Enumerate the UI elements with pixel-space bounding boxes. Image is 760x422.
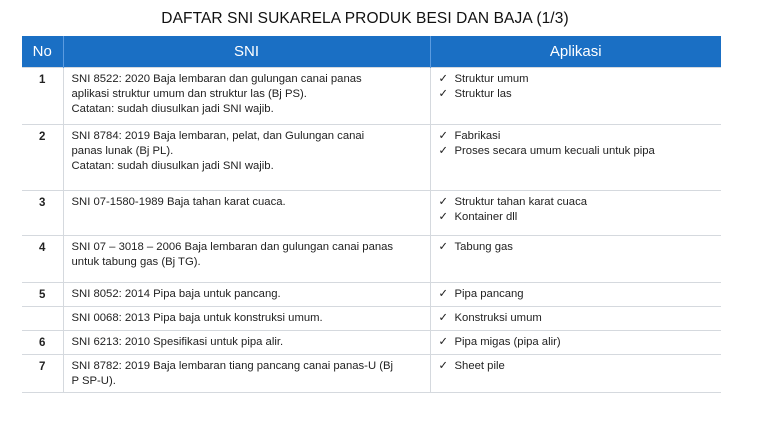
table-row [22, 331, 721, 355]
aplikasi-cell [430, 191, 721, 236]
sni-cell [63, 236, 430, 283]
sni-text-line: SNI 07-1580-1989 Baja tahan karat cuaca. [71, 196, 286, 208]
checkmark-icon: ✓ [438, 312, 448, 324]
aplikasi-label: Struktur las [454, 88, 512, 100]
aplikasi-item [439, 240, 714, 255]
row-number: 4 [22, 236, 63, 283]
aplikasi-cell [430, 307, 721, 331]
aplikasi-cell [430, 283, 721, 307]
aplikasi-cell [430, 68, 721, 125]
table-header-row [22, 36, 721, 68]
aplikasi-item [439, 335, 714, 350]
page-title: DAFTAR SNI SUKARELA PRODUK BESI DAN BAJA (1/3) [161, 10, 569, 27]
sni-cell [63, 191, 430, 236]
aplikasi-label: Pipa migas (pipa alir) [454, 336, 561, 348]
aplikasi-item [439, 210, 714, 225]
aplikasi-item [439, 359, 714, 374]
sni-cell [63, 331, 430, 355]
aplikasi-item [439, 87, 714, 102]
row-number: 3 [22, 191, 63, 236]
sni-text-line: SNI 8522: 2020 Baja lembaran dan gulungan canai panas [71, 73, 362, 85]
table-row [22, 125, 721, 191]
checkmark-icon: ✓ [438, 130, 448, 142]
aplikasi-item [439, 287, 714, 302]
sni-cell [63, 355, 430, 393]
sni-text-line: SNI 8782: 2019 Baja lembaran tiang pancang canai panas-U (Bj [71, 360, 394, 372]
sni-text-line: SNI 8784: 2019 Baja lembaran, pelat, dan Gulungan canai [71, 130, 365, 142]
table-row [22, 236, 721, 283]
checkmark-icon: ✓ [438, 288, 448, 300]
aplikasi-label: Struktur tahan karat cuaca [454, 196, 587, 208]
sni-text-line: Catatan: sudah diusulkan jadi SNI wajib. [71, 103, 274, 115]
row-number: 5 [22, 283, 63, 307]
sni-text-line: Catatan: sudah diusulkan jadi SNI wajib. [71, 160, 274, 172]
aplikasi-cell [430, 125, 721, 191]
aplikasi-item [439, 144, 714, 159]
aplikasi-label: Sheet pile [454, 360, 505, 372]
row-number: 7 [22, 355, 63, 393]
sni-cell [63, 283, 430, 307]
table-row [22, 307, 721, 331]
sni-text-line: P SP-U). [71, 375, 116, 387]
sni-text-line: aplikasi struktur umum dan struktur las (Bj PS). [71, 88, 307, 100]
aplikasi-item [439, 129, 714, 144]
aplikasi-label: Struktur umum [454, 73, 529, 85]
sni-text-line: panas lunak (Bj PL). [71, 145, 174, 157]
aplikasi-label: Konstruksi umum [454, 312, 542, 324]
aplikasi-label: Tabung gas [454, 241, 513, 253]
header-aplikasi: Aplikasi [430, 36, 721, 68]
checkmark-icon: ✓ [438, 196, 448, 208]
aplikasi-item [439, 311, 714, 326]
aplikasi-label: Fabrikasi [454, 130, 501, 142]
table-row [22, 68, 721, 125]
sni-text-line: SNI 0068: 2013 Pipa baja untuk konstruksi umum. [71, 312, 323, 324]
aplikasi-label: Kontainer dll [454, 211, 518, 223]
header-sni: SNI [63, 36, 430, 68]
aplikasi-label: Proses secara umum kecuali untuk pipa [454, 145, 655, 157]
checkmark-icon: ✓ [438, 73, 448, 85]
sni-text-line: SNI 8052: 2014 Pipa baja untuk pancang. [71, 288, 281, 300]
sni-text-line: untuk tabung gas (Bj TG). [71, 256, 201, 268]
sni-cell [63, 68, 430, 125]
table-row [22, 191, 721, 236]
sni-cell [63, 125, 430, 191]
row-number: 2 [22, 125, 63, 191]
aplikasi-cell [430, 355, 721, 393]
checkmark-icon: ✓ [438, 241, 448, 253]
table-body [22, 68, 721, 393]
sni-table [22, 36, 721, 393]
table-row [22, 355, 721, 393]
sni-text-line: SNI 6213: 2010 Spesifikasi untuk pipa alir. [71, 336, 284, 348]
sni-cell [63, 307, 430, 331]
checkmark-icon: ✓ [438, 360, 448, 372]
header-no: No [22, 36, 63, 68]
row-number: 1 [22, 68, 63, 125]
checkmark-icon: ✓ [438, 336, 448, 348]
aplikasi-cell [430, 236, 721, 283]
row-number: 6 [22, 331, 63, 355]
checkmark-icon: ✓ [438, 145, 448, 157]
aplikasi-item [439, 195, 714, 210]
sni-text-line: SNI 07 – 3018 – 2006 Baja lembaran dan gulungan canai panas [71, 241, 394, 253]
aplikasi-label: Pipa pancang [454, 288, 524, 300]
aplikasi-item [439, 72, 714, 87]
aplikasi-cell [430, 331, 721, 355]
checkmark-icon: ✓ [438, 211, 448, 223]
checkmark-icon: ✓ [438, 88, 448, 100]
table-row [22, 283, 721, 307]
row-number [22, 307, 63, 331]
